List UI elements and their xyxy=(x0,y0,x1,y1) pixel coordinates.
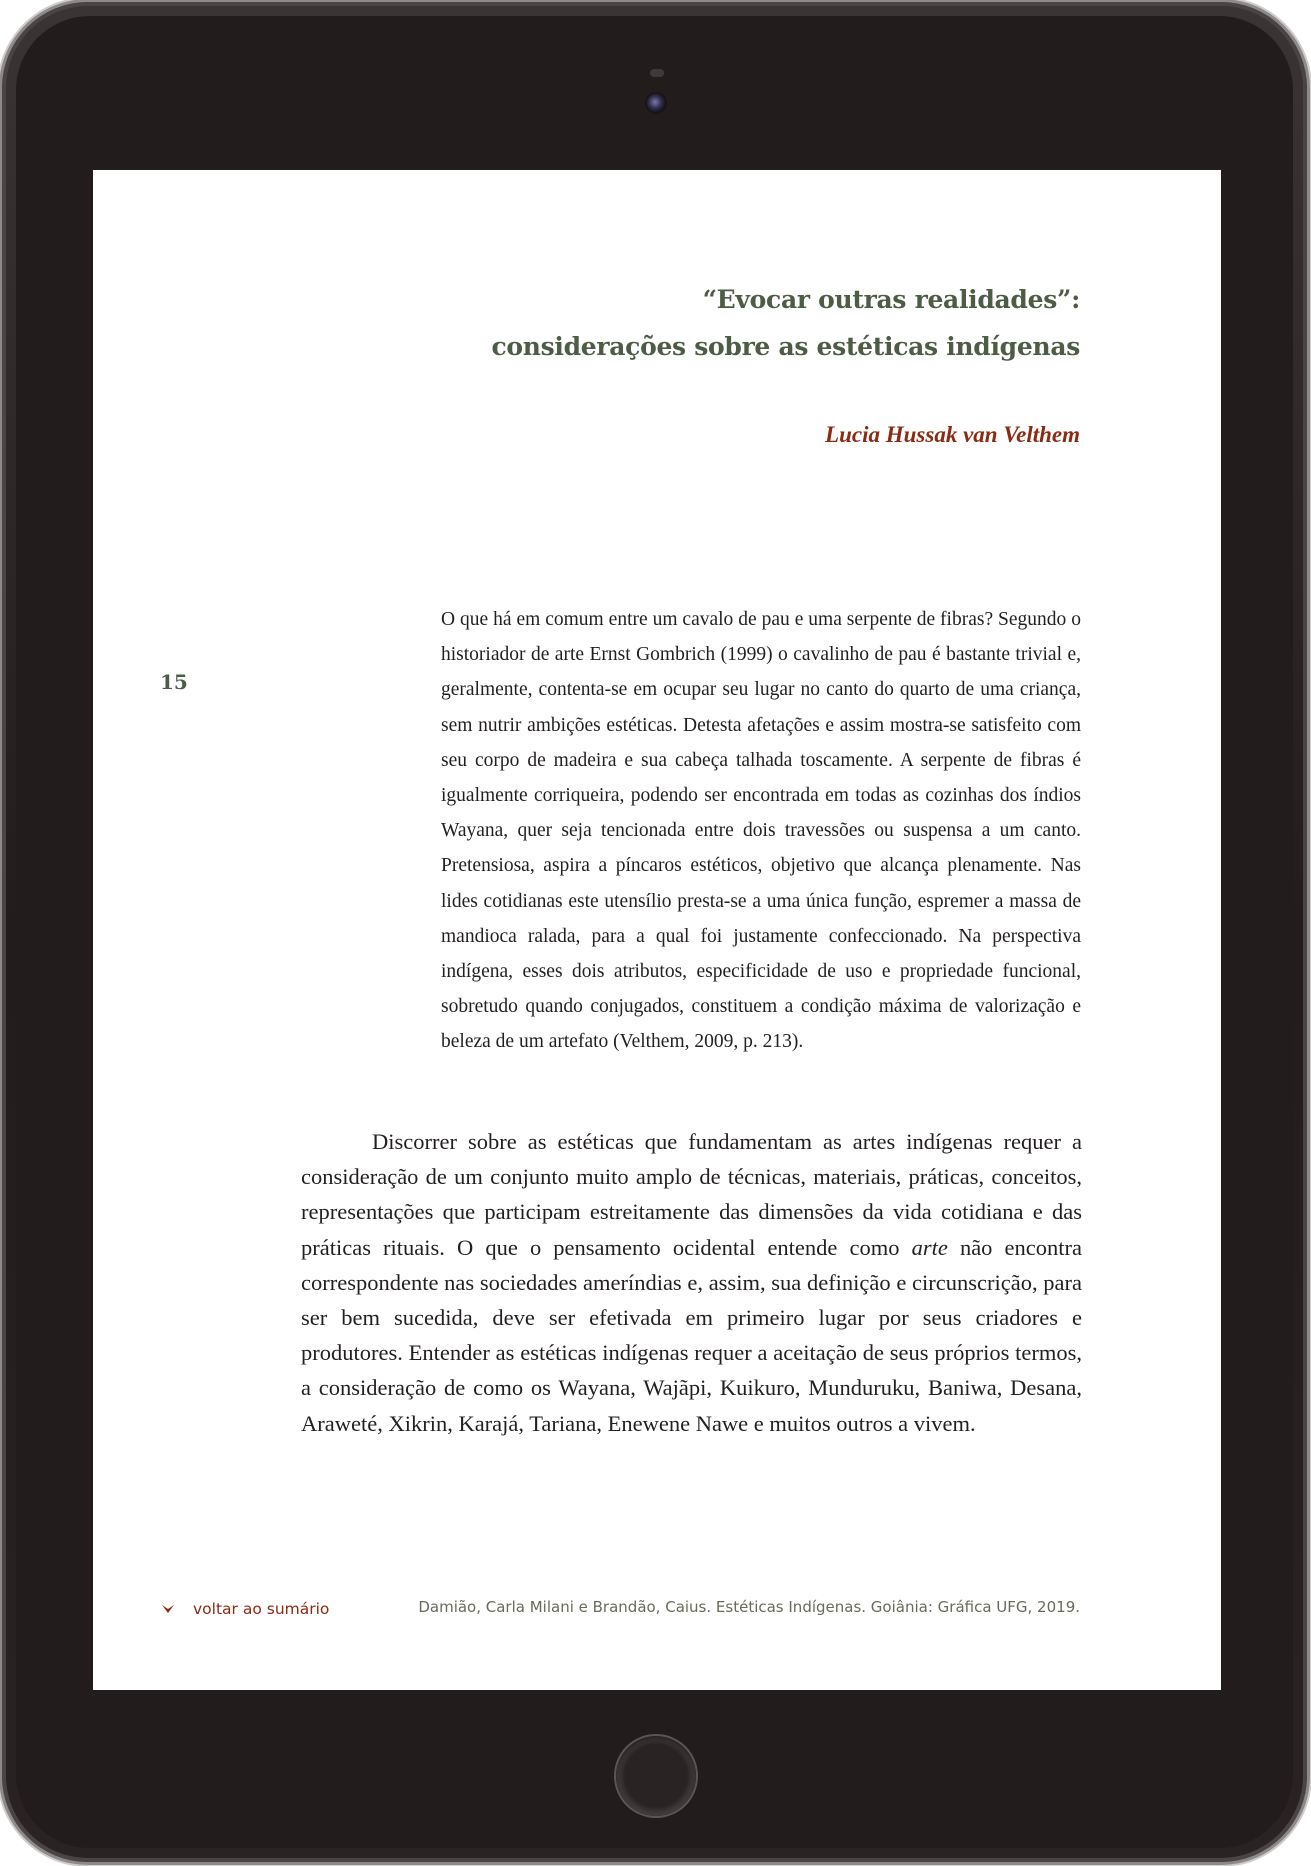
title-line-1: “Evocar outras realidades”: xyxy=(702,285,1080,314)
speaker-grille xyxy=(650,69,664,77)
epigraph-quote: O que há em comum entre um cavalo de pau e uma serpente de fibras? Segundo o historiador de arte Ernst Gombrich (1999) o cavalinho de pau é bastante trivial e, geralmente, contenta-se em ocupar seu lugar no canto do quarto de uma criança, sem nutrir ambições estéticas. Detesta afetações e assim mostra-se satisfeito com seu corpo de madeira e sua cabeça talhada toscamente. A serpente de fibras é igualmente corriqueira, podendo ser encontrada em todas as cozinhas dos índios Wayana, quer seja tencionada entre dois travessões ou suspensa a um canto. Pretensiosa, aspira a píncaros estéticos, objetivo que alcança plenamente. Nas lides cotidianas este utensílio presta-se a uma única função, espremer a massa de mandioca ralada, para a qual foi justamente confeccionado. Na perspectiva indígena, esses dois atributos, especificidade de uso e propriedade funcional, sobretudo quando conjugados, constituem a condição máxima de valorização e beleza de um artefato (Velthem, 2009, p. 213). xyxy=(441,609,1081,1053)
back-to-contents-label[interactable]: voltar ao sumário xyxy=(193,1600,330,1618)
chevron-down-icon xyxy=(161,1602,175,1616)
body-italic-term: arte xyxy=(911,1234,948,1260)
article-title xyxy=(180,276,1080,370)
tablet-frame xyxy=(2,2,1307,1862)
book-citation: Damião, Carla Milani e Brandão, Caius. Estéticas Indígenas. Goiânia: Gráfica UFG, 2019. xyxy=(418,1598,1080,1616)
back-to-contents-link[interactable] xyxy=(161,1600,329,1618)
title-line-2: considerações sobre as estéticas indígenas xyxy=(491,332,1080,361)
page-screen xyxy=(93,170,1221,1690)
page-number: 15 xyxy=(160,670,188,694)
body-text-part-2: não encontra correspondente nas sociedades ameríndias e, assim, sua definição e circunscrição, para ser bem sucedida, deve ser efetivada em primeiro lugar por seus criadores e produtores. Entender as estéticas indígenas requer a aceitação de seus próprios termos, a consideração de como os Wayana, Wajãpi, Kuikuro, Munduruku, Baniwa, Desana, Araweté, Xikrin, Karajá, Tariana, Enewene Nawe e muitos outros a vivem. xyxy=(301,1234,1082,1436)
body-paragraph xyxy=(301,1124,1082,1441)
author-name: Lucia Hussak van Velthem xyxy=(825,422,1080,447)
camera-icon xyxy=(647,94,665,112)
home-button[interactable] xyxy=(616,1736,696,1816)
body-text-part-1: Discorrer sobre as estéticas que fundamentam as artes indígenas requer a consideração de um conjunto muito amplo de técnicas, materiais, práticas, conceitos, representações que participam estreitamente das dimensões da vida cotidiana e das práticas rituais. O que o pensamento ocidental entende como xyxy=(301,1129,1082,1260)
